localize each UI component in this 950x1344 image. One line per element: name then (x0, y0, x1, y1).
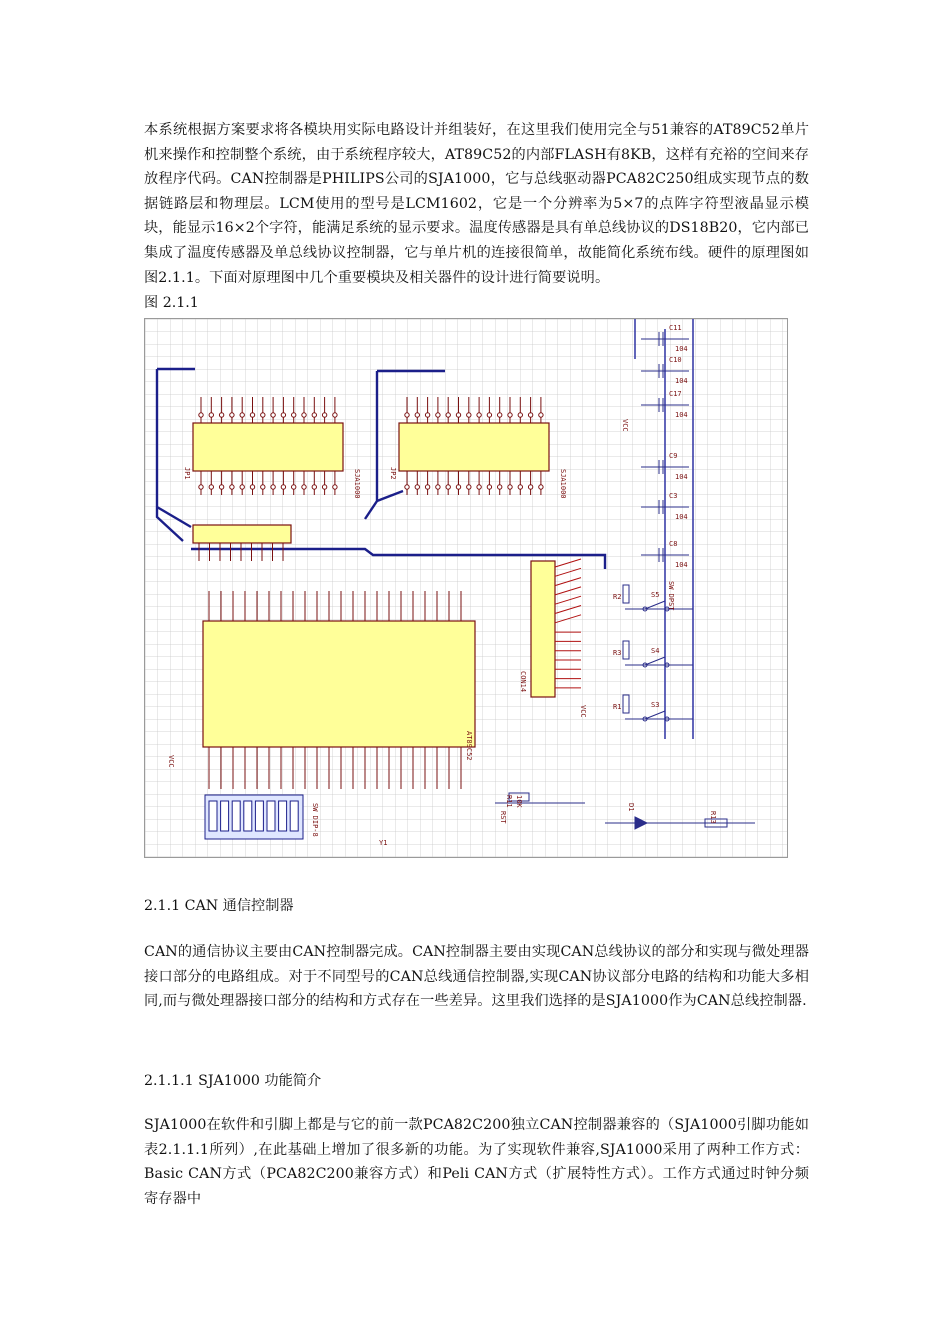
pin-head (199, 485, 203, 489)
dip-switch-label: SW DIP-8 (311, 803, 319, 837)
pin-head (467, 413, 471, 417)
pin-head (333, 485, 337, 489)
switch-type-label: SW DPST (667, 581, 675, 611)
section-heading-sja1000: 2.1.1.1 SJA1000 功能简介 (144, 1073, 322, 1089)
pin-head (446, 413, 450, 417)
pin-head (498, 485, 502, 489)
dip-key (255, 801, 263, 831)
capacitor-value: 104 (675, 513, 688, 521)
switch-label: S4 (651, 647, 660, 655)
figure-caption: 图 2.1.1 (144, 295, 199, 311)
pin-head (333, 413, 337, 417)
pin-head (518, 485, 522, 489)
pin-head (230, 485, 234, 489)
capacitor-value: 104 (675, 473, 688, 481)
capacitor-value: 104 (675, 345, 688, 353)
y1-label: Y1 (379, 839, 388, 847)
pin-head (456, 413, 460, 417)
pin-head (250, 413, 254, 417)
switch-label: S3 (651, 701, 660, 709)
pin-head (487, 413, 491, 417)
pin-head (292, 485, 296, 489)
sja1000-right-label: SJA1000 (559, 469, 567, 499)
d1-label: D1 (627, 803, 635, 812)
jp-header (193, 525, 291, 543)
pin-head (528, 485, 532, 489)
resistor-label: R2 (613, 593, 622, 601)
pin-head (240, 413, 244, 417)
can-controller-paragraph: CAN的通信协议主要由CAN控制器完成。CAN控制器主要由实现CAN总线协议的部分和实现与微处理器接口部分的电路组成。对于不同型号的CAN总线通信控制器,实现CAN协议部分电路的结构和功能大多相同,而与微处理器接口部分的结构和方式存在一些差异。这里我们选择的是SJA1000作为CAN总线控制器. (144, 944, 809, 1010)
dip-key (244, 801, 252, 831)
pin-head (436, 413, 440, 417)
circuit-schematic (145, 319, 788, 858)
pin-head (539, 413, 543, 417)
pin-head (322, 413, 326, 417)
section-heading-can-controller: 2.1.1 CAN 通信控制器 (144, 898, 294, 914)
sja1000-paragraph: SJA1000在软件和引脚上都是与它的前一款PCA82C200独立CAN控制器兼容的（SJA1000引脚功能如表2.1.1.1所列）,在此基础上增加了很多新的功能。为了实现软件兼容,SJA1000采用了两种工作方式：Basic CAN方式（PCA82C200兼容方式）和Peli CAN方式（扩展特性方式）。工作方式通过时钟分频寄存器中 (144, 1117, 809, 1207)
pin-head (271, 485, 275, 489)
jp1-label: JP1 (183, 467, 191, 480)
dip-key (221, 801, 229, 831)
at89c52-chip (203, 621, 475, 747)
at89c52-label: AT89C52 (465, 731, 473, 761)
capacitor-value: 104 (675, 561, 688, 569)
pin-head (281, 485, 285, 489)
capacitor-label: C8 (669, 540, 678, 548)
capacitor-value: 104 (675, 377, 688, 385)
pin-head (261, 485, 265, 489)
pin-head (415, 413, 419, 417)
pin-head (230, 413, 234, 417)
pin-head (405, 485, 409, 489)
pin-head (281, 413, 285, 417)
capacitor-label: C11 (669, 324, 682, 332)
pin-head (219, 413, 223, 417)
schematic-grid (145, 319, 788, 858)
switch-label: S5 (651, 591, 660, 599)
pin-head (292, 413, 296, 417)
pin-head (312, 485, 316, 489)
dip-key (279, 801, 287, 831)
pin-head (199, 413, 203, 417)
dip-key (232, 801, 240, 831)
pin-head (528, 413, 532, 417)
pin-head (508, 485, 512, 489)
capacitor-label: C17 (669, 390, 682, 398)
dip-switch (205, 795, 303, 839)
dip-key (209, 801, 217, 831)
pin-head (487, 485, 491, 489)
pin-head (415, 485, 419, 489)
pin-head (518, 413, 522, 417)
pin-head (436, 485, 440, 489)
vcc-label-con: VCC (579, 705, 587, 718)
pin-head (477, 485, 481, 489)
jp2-label: JP2 (389, 467, 397, 480)
vcc-label-left: VCC (167, 755, 175, 768)
pin-head (250, 485, 254, 489)
pin-head (271, 413, 275, 417)
sja1000-left-label: SJA1000 (353, 469, 361, 499)
sja1000-left-chip (193, 423, 343, 471)
resistor-label: R1 (613, 703, 622, 711)
dip-key (267, 801, 275, 831)
pin-head (425, 485, 429, 489)
con14-connector (531, 561, 555, 697)
pin-head (219, 485, 223, 489)
pin-head (322, 485, 326, 489)
pin-head (240, 485, 244, 489)
pin-head (446, 485, 450, 489)
r11-label: R11 (505, 795, 513, 808)
vcc-label-right: VCC (621, 419, 629, 432)
pin-head (467, 485, 471, 489)
pin-head (508, 413, 512, 417)
pin-head (302, 413, 306, 417)
dip-key (290, 801, 298, 831)
intro-paragraph: 本系统根据方案要求将各模块用实际电路设计并组装好，在这里我们使用完全与51兼容的AT89C52单片机来操作和控制整个系统，由于系统程序较大，AT89C52的内部FLASH有8KB，这样有充裕的空间来存放程序代码。CAN控制器是PHILIPS公司的SJA1000，它与总线驱动器PCA82C250组成实现节点的数据链路层和物理层。LCM使用的型号是LCM1602，它是一个分辨率为5×7的点阵字符型液晶显示模块，能显示16×2个字符，能满足系统的显示要求。温度传感器是具有单总线协议的DS18B20，它内部已集成了温度传感器及单总线协议控制器，它与单片机的连接很简单，故能简化系统布线。硬件的原理图如图2.1.1。下面对原理图中几个重要模块及相关器件的设计进行简要说明。 (144, 122, 809, 286)
pin-head (539, 485, 543, 489)
sja1000-right-chip (399, 423, 549, 471)
capacitor-label: C9 (669, 452, 678, 460)
pin-head (425, 413, 429, 417)
capacitor-label: C3 (669, 492, 678, 500)
pin-head (209, 413, 213, 417)
circuit-schematic-figure (144, 318, 788, 858)
pin-head (477, 413, 481, 417)
pin-head (312, 413, 316, 417)
r11-value: 10K (515, 795, 523, 808)
pin-head (498, 413, 502, 417)
pin-head (456, 485, 460, 489)
capacitor-value: 104 (675, 411, 688, 419)
rst-label: RST (499, 811, 507, 824)
pin-head (261, 413, 265, 417)
pin-head (302, 485, 306, 489)
r13-label: R13 (709, 811, 717, 824)
pin-head (209, 485, 213, 489)
capacitor-label: C10 (669, 356, 682, 364)
resistor-label: R3 (613, 649, 622, 657)
con14-label: CON14 (519, 671, 527, 693)
pin-head (405, 413, 409, 417)
